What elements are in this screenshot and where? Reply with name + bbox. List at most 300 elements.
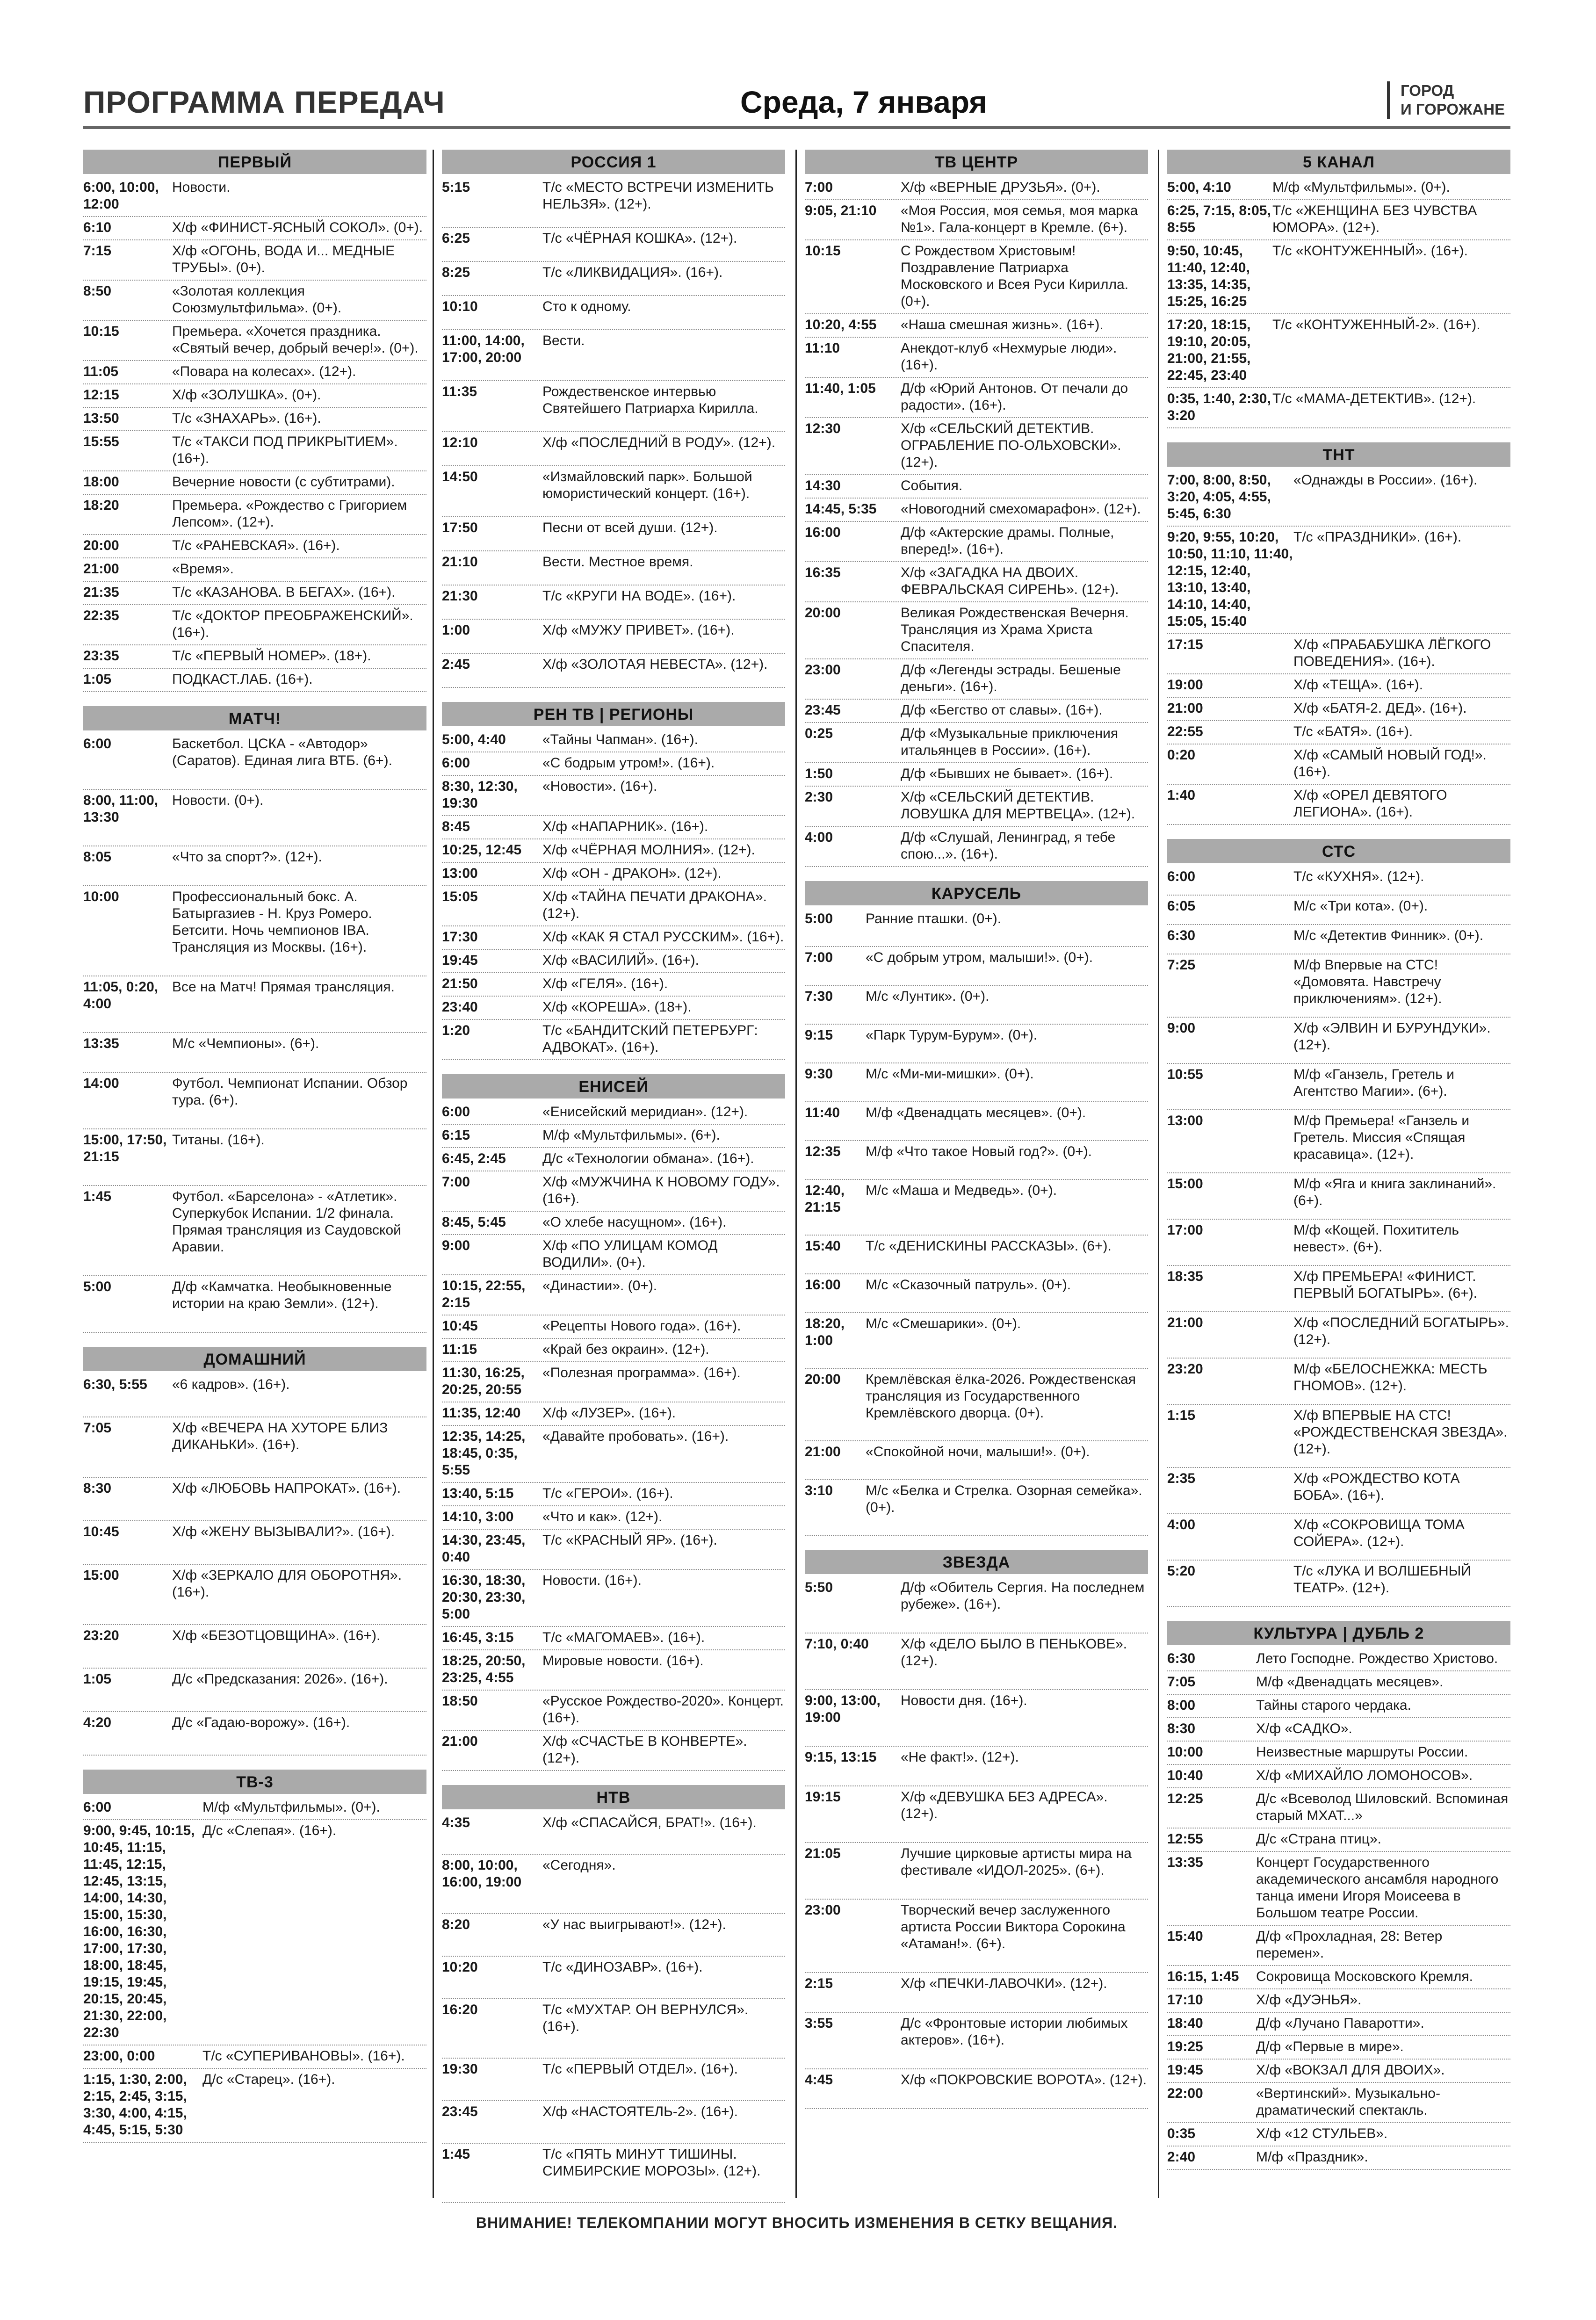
program-title: Т/с «МАМА-ДЕТЕКТИВ». (12+).: [1272, 391, 1476, 406]
air-time: 15:05: [442, 889, 478, 904]
program-title: М/ф «Яга и книга заклинаний». (6+).: [1293, 1176, 1496, 1208]
program-title: Х/ф «ДЕВУШКА БЕЗ АДРЕСА». (12+).: [901, 1789, 1108, 1821]
schedule-row: [805, 763, 1148, 787]
air-time: 5:00: [805, 911, 833, 926]
program-title: «Время».: [172, 561, 234, 577]
schedule-row: [442, 1339, 785, 1362]
program-title: Д/ф «Слушай, Ленинград, я тебе спою...». (16+).: [901, 830, 1116, 862]
schedule-row: [442, 1275, 785, 1315]
program-title: Профессиональный бокс. А. Батыргазиев - Н. Круз Ромеро. Бетсити. Ночь чемпионов IBA. Трансляция из Москвы. (16+).: [172, 889, 372, 955]
schedule-row: [442, 1171, 785, 1212]
program-title: Анекдот-клуб «Нехмурые люди». (16+).: [901, 340, 1117, 373]
program-title: «Край без окраин». (12+).: [542, 1342, 709, 1357]
schedule-row: [805, 1843, 1148, 1900]
program-title: Т/с «СУПЕРИВАНОВЫ». (16+).: [202, 2048, 405, 2064]
air-time: 14:30, 23:45, 0:40: [442, 1532, 526, 1565]
program-title: Х/ф «ЧЁРНАЯ МОЛНИЯ». (12+).: [542, 842, 755, 858]
schedule-row: [1167, 1018, 1510, 1064]
air-time: 21:00: [1167, 1315, 1203, 1330]
air-time: 15:00: [1167, 1176, 1203, 1192]
schedule-row: [1167, 1671, 1510, 1695]
program-title: «6 кадров». (16+).: [172, 1377, 290, 1392]
air-time: 10:15: [805, 243, 841, 259]
air-time: 7:00: [805, 950, 833, 965]
channel-section: [83, 150, 426, 692]
air-time: 10:15: [83, 324, 119, 339]
schedule-row: [805, 723, 1148, 763]
program-title: Т/с «МУХТАР. ОН ВЕРНУЛСЯ». (16+).: [542, 2002, 749, 2034]
air-time: 6:15: [442, 1127, 470, 1143]
program-title: Д/с «Фронтовые истории любимых актеров». (16+).: [901, 2016, 1128, 2048]
schedule-row: [83, 384, 426, 408]
air-time: 23:20: [83, 1628, 119, 1643]
schedule-row: [83, 1521, 426, 1565]
schedule-row: [442, 228, 785, 262]
schedule-row: [1167, 314, 1510, 388]
air-time: 6:00: [83, 1800, 112, 1815]
program-title: Т/с «ЛИКВИДАЦИЯ». (16+).: [542, 265, 723, 280]
program-title: «Сегодня».: [542, 1857, 616, 1873]
schedule-row: [83, 408, 426, 431]
program-title: Х/ф «БАТЯ-2. ДЕД». (16+).: [1293, 701, 1467, 716]
program-title: Т/с «КРУГИ НА ВОДЕ». (16+).: [542, 588, 736, 604]
schedule-row: [1167, 1110, 1510, 1173]
air-time: 6:30, 5:55: [83, 1377, 147, 1392]
air-time: 5:20: [1167, 1563, 1196, 1579]
air-time: 10:20, 4:55: [805, 317, 877, 332]
program-title: Д/с «Технологии обмана». (16+).: [542, 1151, 754, 1166]
air-time: 4:35: [442, 1815, 470, 1830]
channel-section: [805, 881, 1148, 1536]
schedule-row: [442, 1957, 785, 1999]
schedule-row: [805, 1063, 1148, 1102]
air-time: 13:40, 5:15: [442, 1486, 514, 1501]
air-time: 7:05: [83, 1420, 112, 1436]
program-title: «Парк Турум-Бурум». (0+).: [866, 1027, 1038, 1043]
program-title: Д/с «Предсказания: 2026». (16+).: [172, 1671, 388, 1687]
channel-header: 5 КАНАЛ: [1167, 150, 1510, 174]
section-label: [1387, 81, 1505, 119]
program-title: Т/с «КОНТУЖЕННЫЙ-2». (16+).: [1272, 317, 1480, 332]
schedule-row: [805, 1102, 1148, 1141]
page-date: Среда, 7 января: [740, 85, 987, 119]
program-title: «Династии». (0+).: [542, 1278, 657, 1294]
channel-section: [1167, 839, 1510, 1607]
air-time: 8:00, 10:00, 16:00, 19:00: [442, 1857, 522, 1890]
air-time: 22:55: [1167, 724, 1203, 739]
air-time: 0:35: [1167, 2126, 1196, 2141]
schedule-row: [442, 296, 785, 330]
program-title: М/ф «Двенадцать месяцев». (0+).: [866, 1105, 1086, 1120]
program-title: Х/ф «ЗАГАДКА НА ДВОИХ. ФЕВРАЛЬСКАЯ СИРЕНЬ». (12+).: [901, 565, 1119, 597]
schedule-row: [805, 378, 1148, 418]
program-title: М/ф «Двенадцать месяцев».: [1256, 1674, 1444, 1690]
program-title: Кремлёвская ёлка-2026. Рождественская трансляция из Государственного Кремлёвского дворца. (0+).: [866, 1372, 1136, 1421]
air-time: 16:35: [805, 565, 841, 580]
program-title: Т/с «ДЕНИСКИНЫ РАССКАЗЫ». (6+).: [866, 1238, 1112, 1254]
air-time: 7:00: [442, 1174, 470, 1190]
schedule-row: [805, 1274, 1148, 1313]
schedule-row: [442, 816, 785, 839]
program-title: Т/с «ЧЁРНАЯ КОШКА». (12+).: [542, 231, 737, 246]
program-title: М/с «Лунтик». (0+).: [866, 989, 989, 1004]
schedule-row: [83, 281, 426, 321]
air-time: 7:00, 8:00, 8:50, 3:20, 4:05, 4:55, 5:45, 6:30: [1167, 472, 1271, 521]
schedule-row: [805, 1141, 1148, 1180]
schedule-row: [805, 240, 1148, 314]
air-time: 13:00: [1167, 1113, 1203, 1128]
program-title: Х/ф «СПАСАЙСЯ, БРАТ!». (16+).: [542, 1815, 757, 1830]
program-title: М/с «Чемпионы». (6+).: [172, 1036, 319, 1051]
schedule-row: [83, 471, 426, 495]
air-time: 14:10, 3:00: [442, 1509, 514, 1525]
program-title: Новости дня. (16+).: [901, 1693, 1027, 1708]
program-title: Сто к одному.: [542, 299, 631, 314]
program-title: «Что и как». (12+).: [542, 1509, 663, 1525]
program-title: «С бодрым утром!». (16+).: [542, 755, 715, 771]
schedule-row: [805, 1369, 1148, 1441]
air-time: 21:00: [83, 561, 119, 577]
program-title: Х/ф «КОРЕША». (18+).: [542, 999, 692, 1015]
schedule-row: [442, 1362, 785, 1402]
program-title: Д/ф «Обитель Сергия. На последнем рубеже». (16+).: [901, 1580, 1145, 1612]
schedule-row: [442, 839, 785, 863]
schedule-row: [442, 729, 785, 752]
program-title: Т/с «БАТЯ». (16+).: [1293, 724, 1413, 739]
schedule-column-4: [1167, 150, 1510, 2184]
program-title: Х/ф «ТАЙНА ПЕЧАТИ ДРАКОНА». (12+).: [542, 889, 767, 921]
schedule-row: [442, 1530, 785, 1570]
schedule-row: [1167, 1829, 1510, 1852]
program-title: Вести.: [542, 333, 585, 348]
schedule-row: [83, 495, 426, 535]
air-time: 11:05: [83, 364, 119, 379]
schedule-row: [1167, 1514, 1510, 1561]
air-time: 6:30: [1167, 928, 1196, 943]
air-time: 6:25, 7:15, 8:05, 8:55: [1167, 203, 1271, 235]
schedule-row: [805, 200, 1148, 240]
channel-section: [805, 1550, 1148, 2109]
schedule-row: [83, 1129, 426, 1186]
column-divider: [433, 150, 434, 2198]
schedule-row: [805, 418, 1148, 475]
schedule-row: [1167, 388, 1510, 428]
schedule-row: [1167, 1468, 1510, 1514]
section-label-line1: ГОРОД: [1401, 82, 1454, 99]
air-time: 11:15: [442, 1342, 477, 1357]
air-time: 10:45: [442, 1318, 478, 1334]
program-title: Х/ф «ЗЕРКАЛО ДЛЯ ОБОРОТНЯ». (16+).: [172, 1568, 402, 1600]
schedule-row: [805, 986, 1148, 1025]
program-title: «У нас выигрывают!». (12+).: [542, 1917, 726, 1932]
air-time: 14:50: [442, 469, 478, 484]
program-title: Лучшие цирковые артисты мира на фестивале «ИДОЛ-2025». (6+).: [901, 1846, 1132, 1878]
air-time: 0:25: [805, 726, 833, 741]
schedule-row: [1167, 1312, 1510, 1359]
program-title: Т/с «ПЯТЬ МИНУТ ТИШИНЫ. СИМБИРСКИЕ МОРОЗЫ». (12+).: [542, 2147, 761, 2179]
air-time: 10:40: [1167, 1768, 1203, 1783]
air-time: 16:00: [805, 525, 841, 540]
air-time: 5:50: [805, 1580, 833, 1595]
schedule-row: [442, 177, 785, 228]
schedule-row: [442, 1627, 785, 1650]
air-time: 1:00: [442, 622, 470, 638]
program-title: Х/ф «ДЕЛО БЫЛО В ПЕНЬКОВЕ». (12+).: [901, 1636, 1127, 1669]
program-title: Т/с «КАЗАНОВА. В БЕГАХ». (16+).: [172, 585, 396, 600]
program-title: Х/ф «ГЕЛЯ». (16+).: [542, 976, 668, 991]
schedule-row: [442, 1235, 785, 1275]
schedule-row: [1167, 1173, 1510, 1220]
program-title: Х/ф «КАК Я СТАЛ РУССКИМ». (16+).: [542, 929, 784, 945]
schedule-row: [442, 2144, 785, 2203]
program-title: Х/ф «СОКРОВИЩА ТОМА СОЙЕРА». (12+).: [1293, 1517, 1465, 1549]
section-label-line2: И ГОРОЖАНЕ: [1401, 101, 1505, 118]
air-time: 11:05, 0:20, 4:00: [83, 979, 159, 1012]
air-time: 11:30, 16:25, 20:25, 20:55: [442, 1365, 525, 1397]
schedule-row: [1167, 2036, 1510, 2060]
program-title: Х/ф «ВЕЧЕРА НА ХУТОРЕ БЛИЗ ДИКАНЬКИ». (16+).: [172, 1420, 388, 1453]
channel-section: [83, 706, 426, 1333]
schedule-row: [1167, 634, 1510, 674]
channel-header: ТВ ЦЕНТР: [805, 150, 1148, 174]
air-time: 9:00: [1167, 1020, 1196, 1036]
column-divider: [1158, 150, 1159, 2198]
program-title: События.: [901, 478, 963, 493]
schedule-row: [83, 886, 426, 976]
program-title: Т/с «БАНДИТСКИЙ ПЕТЕРБУРГ: АДВОКАТ». (16+).: [542, 1023, 758, 1055]
air-time: 19:45: [442, 953, 478, 968]
program-title: Д/с «Всеволод Шиловский. Вспоминая старый МХАТ...»: [1256, 1791, 1509, 1823]
schedule-row: [442, 585, 785, 620]
air-time: 16:45, 3:15: [442, 1630, 514, 1645]
program-title: ПОДКАСТ.ЛАБ. (16+).: [172, 672, 313, 687]
air-time: 22:35: [83, 608, 119, 623]
schedule-row: [805, 475, 1148, 499]
program-title: Х/ф «ДУЭНЬЯ».: [1256, 1992, 1362, 2008]
program-title: Вести. Местное время.: [542, 554, 693, 570]
program-title: Т/с «ЗНАХАРЬ». (16+).: [172, 411, 321, 426]
air-time: 21:00: [1167, 701, 1203, 716]
channel-section: [1167, 442, 1510, 825]
program-title: Х/ф «ЭЛВИН И БУРУНДУКИ». (12+).: [1293, 1020, 1491, 1053]
schedule-row: [805, 1633, 1148, 1690]
air-time: 18:20: [83, 498, 119, 513]
air-time: 5:00, 4:10: [1167, 180, 1231, 195]
program-title: Д/ф «Первые в мире».: [1256, 2039, 1404, 2054]
program-title: Х/ф «ОГОНЬ, ВОДА И... МЕДНЫЕ ТРУБЫ». (0+).: [172, 243, 395, 275]
schedule-row: [805, 908, 1148, 947]
program-title: Х/ф «ВОКЗАЛ ДЛЯ ДВОИХ».: [1256, 2062, 1445, 2078]
schedule-row: [83, 1797, 426, 1820]
program-title: Т/с «КУХНЯ». (12+).: [1293, 869, 1424, 884]
program-title: Премьера. «Рождество с Григорием Лепсом». (12+).: [172, 498, 407, 530]
schedule-row: [805, 1313, 1148, 1369]
schedule-row: [1167, 1266, 1510, 1312]
air-time: 8:30: [1167, 1721, 1196, 1736]
air-time: 21:30: [442, 588, 478, 604]
air-time: 21:50: [442, 976, 478, 991]
air-time: 18:50: [442, 1693, 478, 1709]
schedule-row: [442, 466, 785, 517]
air-time: 15:40: [805, 1238, 841, 1254]
air-time: 16:15, 1:45: [1167, 1969, 1239, 1984]
schedule-column-1: [83, 150, 426, 2157]
program-title: Д/с «Слепая». (16+).: [202, 1823, 337, 1838]
schedule-row: [805, 1973, 1148, 2013]
air-time: 12:35, 14:25, 18:45, 0:35, 5:55: [442, 1429, 526, 1478]
schedule-row: [83, 321, 426, 361]
schedule-row: [83, 535, 426, 558]
air-time: 10:10: [442, 299, 478, 314]
footer-notice: ВНИМАНИЕ! ТЕЛЕКОМПАНИИ МОГУТ ВНОСИТЬ ИЗМЕНЕНИЯ В СЕТКУ ВЕЩАНИЯ.: [476, 2214, 1118, 2231]
schedule-row: [805, 1900, 1148, 1973]
schedule-row: [442, 1212, 785, 1235]
program-title: Х/ф «ЛЮБОВЬ НАПРОКАТ». (16+).: [172, 1481, 401, 1496]
program-title: Х/ф ПРЕМЬЕРА! «ФИНИСТ. ПЕРВЫЙ БОГАТЫРЬ». (6+).: [1293, 1269, 1478, 1301]
schedule-row: [805, 602, 1148, 659]
air-time: 9:30: [805, 1066, 833, 1082]
air-time: 12:10: [442, 435, 478, 450]
air-time: 19:25: [1167, 2039, 1203, 2054]
air-time: 11:40, 1:05: [805, 381, 876, 396]
air-time: 6:00: [442, 1104, 470, 1120]
schedule-row: [83, 1478, 426, 1521]
channel-header: КУЛЬТУРА | ДУБЛЬ 2: [1167, 1621, 1510, 1645]
schedule-row: [83, 2069, 426, 2143]
schedule-row: [442, 776, 785, 816]
schedule-row: [442, 752, 785, 776]
schedule-row: [83, 1186, 426, 1276]
program-title: Х/ф «САМЫЙ НОВЫЙ ГОД!». (16+).: [1293, 747, 1487, 780]
schedule-row: [442, 926, 785, 950]
schedule-row: [83, 1033, 426, 1073]
air-time: 12:25: [1167, 1791, 1203, 1807]
air-time: 23:00: [805, 1902, 841, 1918]
program-title: Неизвестные маршруты России.: [1256, 1744, 1468, 1760]
program-title: Х/ф «ЗОЛУШКА». (0+).: [172, 387, 321, 403]
schedule-row: [805, 1480, 1148, 1536]
program-title: М/ф «БЕЛОСНЕЖКА: МЕСТЬ ГНОМОВ». (12+).: [1293, 1361, 1488, 1394]
schedule-row: [1167, 527, 1510, 634]
program-title: Баскетбол. ЦСКА - «Автодор» (Саратов). Единая лига ВТБ. (6+).: [172, 736, 392, 768]
channel-header: НТВ: [442, 1785, 785, 1809]
program-title: Х/ф «БЕЗОТЦОВЩИНА». (16+).: [172, 1628, 381, 1643]
air-time: 17:30: [442, 929, 478, 945]
air-time: 12:35: [805, 1144, 841, 1159]
schedule-row: [1167, 1765, 1510, 1788]
channel-header: РОССИЯ 1: [442, 150, 785, 174]
program-title: «Полезная программа». (16+).: [542, 1365, 741, 1380]
schedule-row: [442, 1020, 785, 1060]
program-title: Х/ф «ВАСИЛИЙ». (16+).: [542, 953, 700, 968]
program-title: М/ф «Мультфильмы». (0+).: [1272, 180, 1450, 195]
schedule-row: [805, 2013, 1148, 2069]
air-time: 15:40: [1167, 1929, 1203, 1944]
program-title: М/с «Маша и Медведь». (0+).: [866, 1183, 1057, 1198]
program-title: Х/ф «ПОСЛЕДНИЙ В РОДУ». (12+).: [542, 435, 776, 450]
schedule-row: [442, 997, 785, 1020]
schedule-row: [805, 1786, 1148, 1843]
air-time: 18:20, 1:00: [805, 1316, 845, 1348]
air-time: 6:00: [83, 736, 112, 752]
schedule-row: [1167, 1966, 1510, 1989]
program-title: М/ф «Кощей. Похититель невест». (6+).: [1293, 1222, 1459, 1255]
schedule-row: [442, 1402, 785, 1426]
program-title: Великая Рождественская Вечерня. Трансляция из Храма Христа Спасителя.: [901, 605, 1129, 654]
channel-header: ТНТ: [1167, 442, 1510, 467]
page-header: [83, 80, 1510, 129]
schedule-row: [83, 846, 426, 886]
program-title: Х/ф «ПОСЛЕДНИЙ БОГАТЫРЬ». (12+).: [1293, 1315, 1509, 1347]
air-time: 14:45, 5:35: [805, 501, 877, 517]
program-title: Х/ф «ОН - ДРАКОН». (12+).: [542, 866, 722, 881]
program-title: Х/ф «12 СТУЛЬЕВ».: [1256, 2126, 1388, 2141]
channel-section: [442, 1074, 785, 1771]
channel-header: РЕН ТВ | РЕГИОНЫ: [442, 702, 785, 726]
program-title: «Русское Рождество-2020». Концерт. (16+).: [542, 1693, 784, 1726]
air-time: 10:55: [1167, 1067, 1203, 1082]
schedule-row: [83, 1712, 426, 1756]
program-title: Д/ф «Камчатка. Необыкновенные истории на краю Земли». (12+).: [172, 1279, 392, 1311]
schedule-row: [1167, 1359, 1510, 1405]
program-title: Футбол. Чемпионат Испании. Обзор тура. (6+).: [172, 1076, 408, 1108]
air-time: 9:00: [442, 1238, 470, 1253]
schedule-row: [805, 499, 1148, 522]
program-title: Д/ф «Лучано Паваротти».: [1256, 2016, 1424, 2031]
program-title: Т/с «ДИНОЗАВР». (16+).: [542, 1959, 703, 1975]
schedule-row: [83, 669, 426, 692]
air-time: 10:15, 22:55, 2:15: [442, 1278, 526, 1310]
schedule-row: [83, 558, 426, 582]
schedule-row: [83, 790, 426, 846]
air-time: 7:25: [1167, 957, 1196, 973]
program-title: Х/ф «САДКО».: [1256, 1721, 1352, 1736]
program-title: Д/ф «Легенды эстрады. Бешеные деньги». (16+).: [901, 662, 1121, 694]
program-title: М/ф Премьера! «Ганзель и Гретель. Миссия «Спящая красавица». (12+).: [1293, 1113, 1470, 1162]
air-time: 10:20: [442, 1959, 478, 1975]
program-title: Х/ф «МУЖЧИНА К НОВОМУ ГОДУ». (16+).: [542, 1174, 780, 1207]
schedule-row: [83, 177, 426, 217]
air-time: 7:10, 0:40: [805, 1636, 869, 1652]
program-title: «Не факт!». (12+).: [901, 1749, 1019, 1765]
air-time: 12:15: [83, 387, 119, 403]
program-title: Титаны. (16+).: [172, 1132, 265, 1148]
schedule-row: [442, 432, 785, 466]
channel-section: [83, 1770, 426, 2143]
air-time: 9:15: [805, 1027, 833, 1043]
schedule-row: [83, 1417, 426, 1478]
program-title: Ранние пташки. (0+).: [866, 911, 1002, 926]
program-title: «Давайте пробовать». (16+).: [542, 1429, 729, 1444]
schedule-row: [1167, 2083, 1510, 2123]
air-time: 0:35, 1:40, 2:30, 3:20: [1167, 391, 1271, 423]
air-time: 16:30, 18:30, 20:30, 23:30, 5:00: [442, 1573, 526, 1622]
schedule-row: [1167, 698, 1510, 721]
air-time: 13:50: [83, 411, 119, 426]
schedule-row: [442, 2101, 785, 2144]
schedule-row: [442, 381, 785, 432]
air-time: 15:00, 17:50, 21:15: [83, 1132, 167, 1164]
program-title: Х/ф «НАПАРНИК». (16+).: [542, 819, 708, 834]
schedule-row: [805, 1747, 1148, 1786]
program-title: М/ф «Мультфильмы». (6+).: [542, 1127, 720, 1143]
air-time: 8:00, 11:00, 13:30: [83, 793, 159, 825]
schedule-row: [83, 1276, 426, 1333]
air-time: 11:00, 14:00, 17:00, 20:00: [442, 333, 525, 365]
program-title: М/с «Детектив Финник». (0+).: [1293, 928, 1484, 943]
schedule-row: [1167, 1989, 1510, 2013]
program-title: Х/ф «МУЖУ ПРИВЕТ». (16+).: [542, 622, 735, 638]
